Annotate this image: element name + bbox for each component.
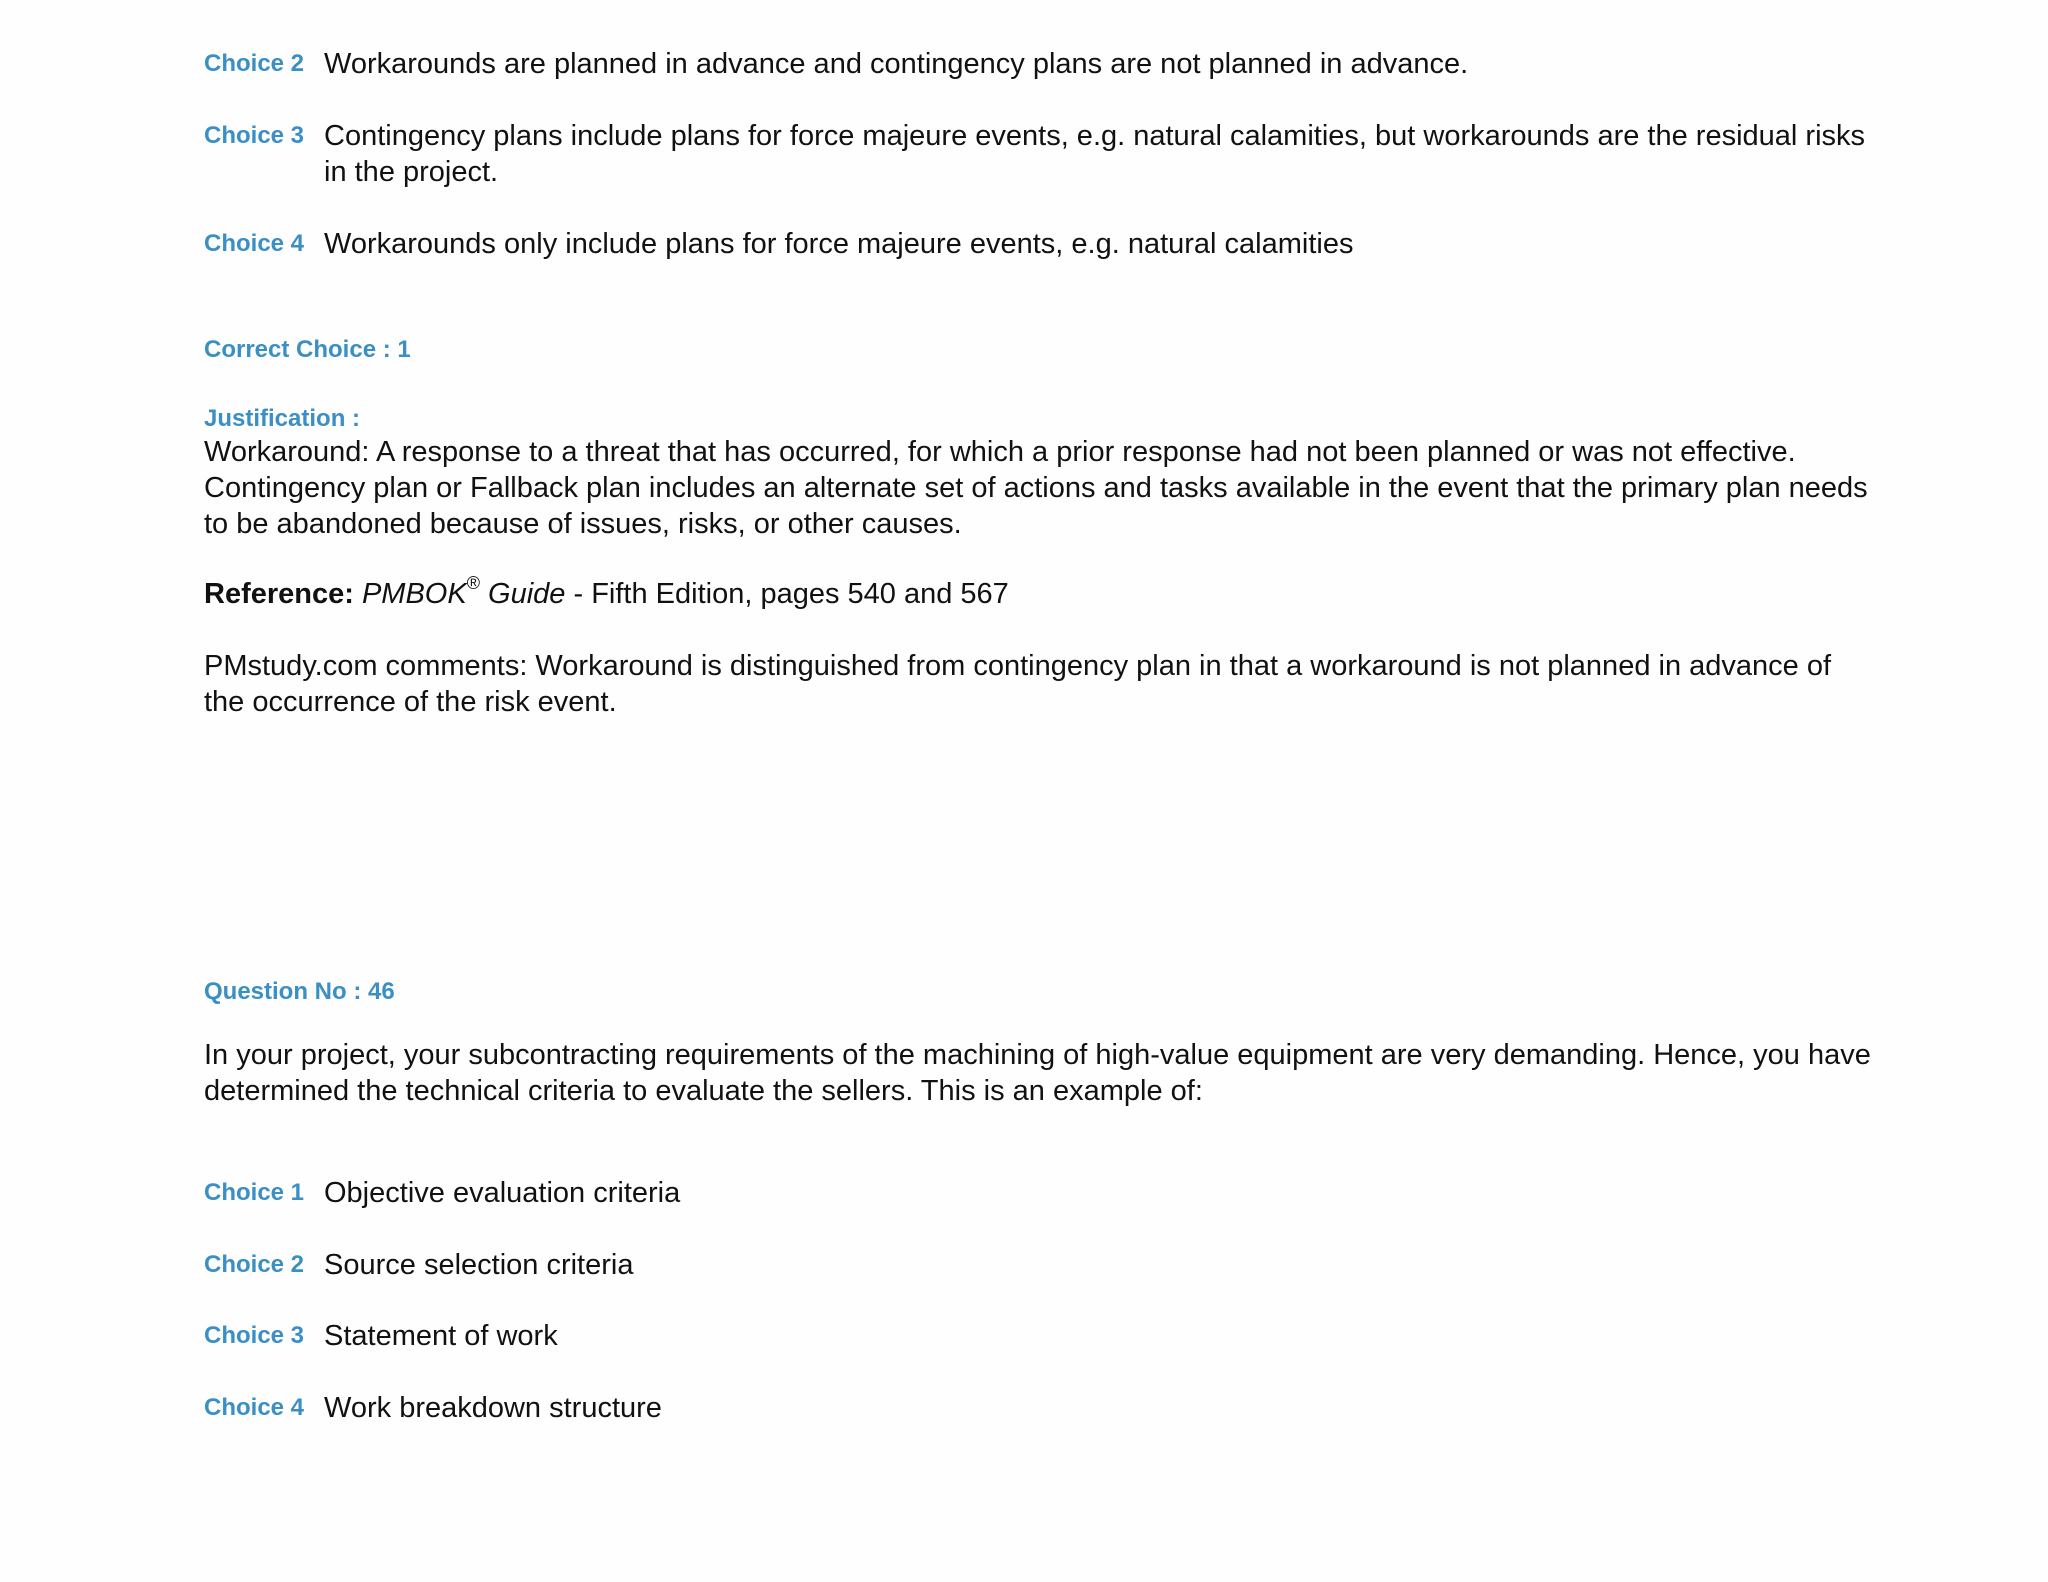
justification-heading: Justification : bbox=[204, 405, 361, 432]
choice-label: Choice 1 bbox=[204, 1179, 305, 1206]
choice-row bbox=[204, 1318, 1884, 1354]
choice-text: Objective evaluation criteria bbox=[324, 1177, 681, 1209]
choice-text: Source selection criteria bbox=[324, 1249, 634, 1281]
choice-text: Workarounds are planned in advance and contingency plans are not planned in advance. bbox=[324, 48, 1469, 80]
justification-text: Workaround: A response to a threat that has occurred, for which a prior response had not been planned or was not effective. Contingency plan or Fallback plan includes an alternate set of actions and tasks available in the event that the primary plan needs to be abandoned because of issues, risks, or other causes. bbox=[204, 436, 1868, 540]
choice-text: Statement of work bbox=[324, 1320, 558, 1352]
choice-row bbox=[204, 1390, 1884, 1426]
question-text: In your project, your subcontracting requirements of the machining of high-value equipment are very demanding. Hence, you have determined the technical criteria to evaluate the sellers. This is an example of: bbox=[204, 1039, 1871, 1107]
reference-title-suffix: Guide bbox=[479, 578, 566, 610]
choice-label: Choice 3 bbox=[204, 1322, 305, 1349]
comments-text: PMstudy.com comments: Workaround is distinguished from contingency plan in that a workaround is not planned in advance of the occurrence of the risk event. bbox=[204, 650, 1832, 718]
choice-label: Choice 3 bbox=[204, 122, 305, 149]
choice-label: Choice 2 bbox=[204, 50, 305, 77]
registered-mark: ® bbox=[466, 573, 480, 593]
choice-row bbox=[204, 1175, 1884, 1211]
choice-text: Contingency plans include plans for force majeure events, e.g. natural calamities, but workarounds are the residual risks in the project. bbox=[324, 120, 1866, 188]
choice-row bbox=[204, 226, 1884, 262]
correct-choice-heading: Correct Choice : 1 bbox=[204, 336, 411, 363]
choice-row bbox=[204, 1247, 1884, 1283]
choice-label: Choice 2 bbox=[204, 1251, 305, 1278]
choice-row bbox=[204, 46, 1884, 82]
question-heading: Question No : 46 bbox=[204, 978, 395, 1005]
choice-text: Workarounds only include plans for force majeure events, e.g. natural calamities bbox=[324, 228, 1354, 260]
reference-title: PMBOK bbox=[361, 578, 467, 610]
choice-row bbox=[204, 118, 1884, 190]
reference-label: Reference: bbox=[204, 578, 354, 610]
choice-text: Work breakdown structure bbox=[324, 1392, 662, 1424]
reference-line bbox=[204, 573, 1874, 612]
reference-details: - Fifth Edition, pages 540 and 567 bbox=[565, 578, 1009, 610]
choice-label: Choice 4 bbox=[204, 1394, 305, 1421]
choice-label: Choice 4 bbox=[204, 230, 305, 257]
